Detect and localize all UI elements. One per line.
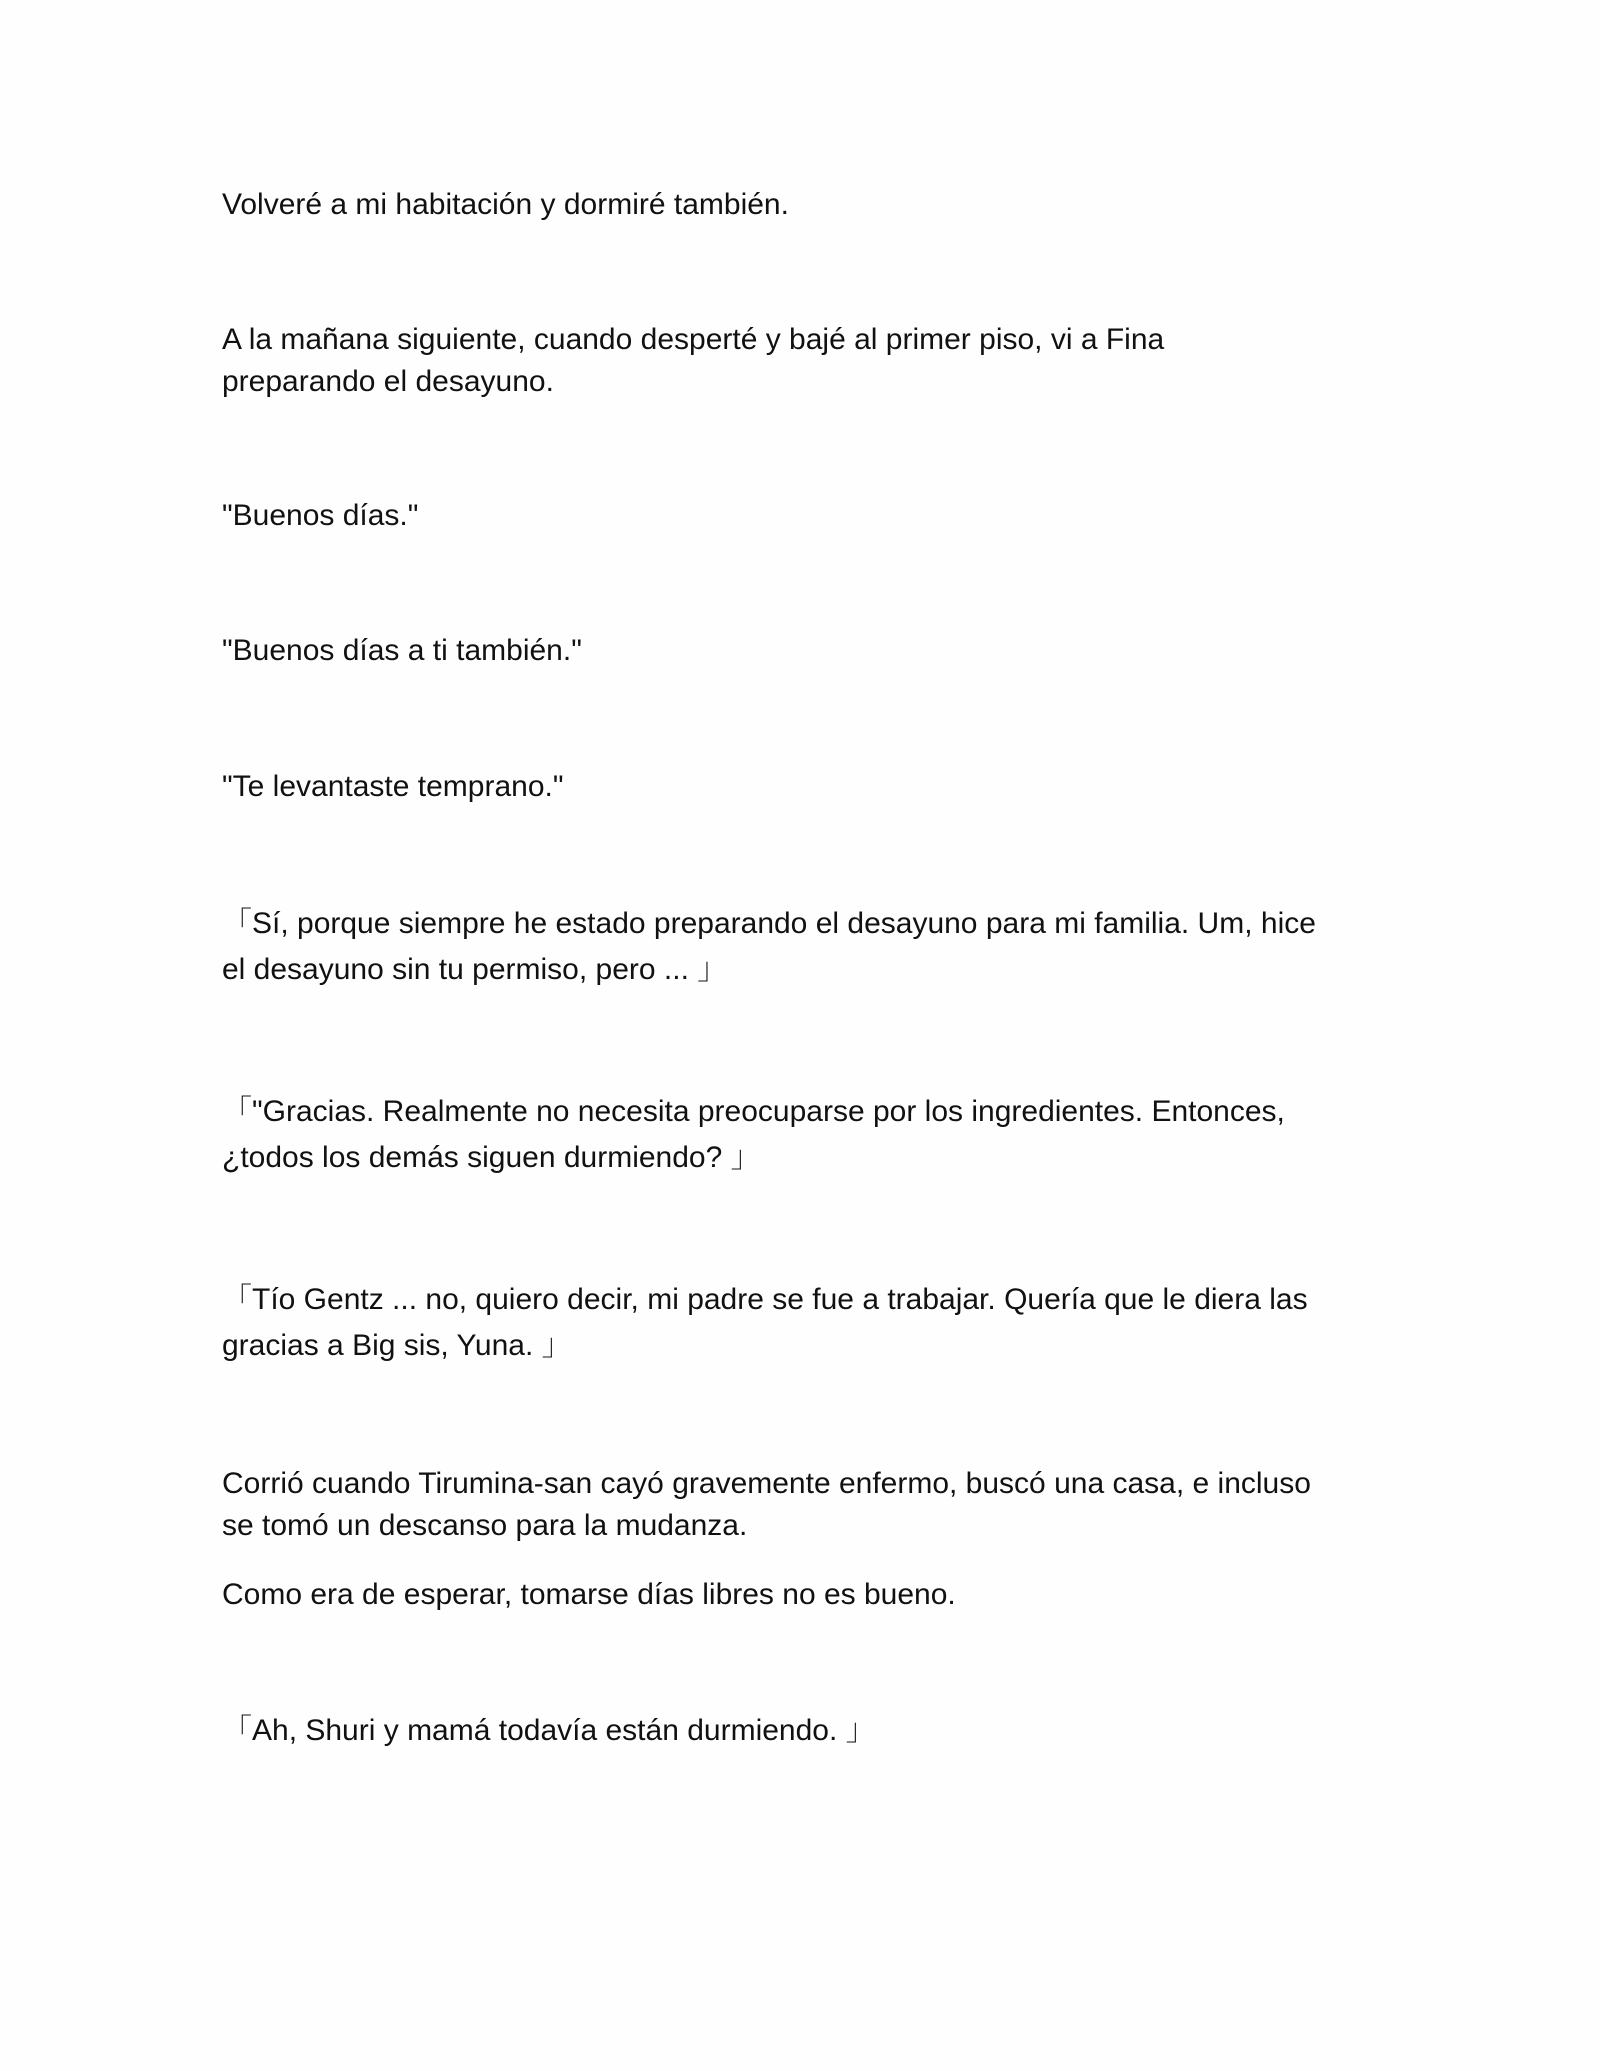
text-line: "Te levantaste temprano." xyxy=(222,770,564,803)
paragraph xyxy=(222,1461,1402,1549)
text-line: 「Tío Gentz ... no, quiero decir, mi padre se fue a trabajar. Quería que le diera las xyxy=(222,1283,1308,1316)
text-line: Como era de esperar, tomarse días libres no es bueno. xyxy=(222,1578,956,1611)
paragraph xyxy=(222,901,1402,993)
paragraph xyxy=(222,317,1402,405)
text-line: preparando el desayuno. xyxy=(222,365,554,398)
paragraph xyxy=(222,1277,1402,1369)
paragraph xyxy=(222,1708,1402,1754)
paragraph xyxy=(222,764,1402,810)
text-line: "Buenos días a ti también." xyxy=(222,634,582,667)
text-line: 「Ah, Shuri y mamá todavía están durmiendo. 」 xyxy=(222,1714,876,1747)
text-line: ¿todos los demás siguen durmiendo? 」 xyxy=(222,1141,761,1174)
paragraph xyxy=(222,628,1402,674)
text-line: Corrió cuando Tirumina-san cayó gravemente enfermo, buscó una casa, e incluso xyxy=(222,1467,1311,1500)
text-line: gracias a Big sis, Yuna. 」 xyxy=(222,1329,572,1362)
text-line: el desayuno sin tu permiso, pero ... 」 xyxy=(222,953,728,986)
text-line: Volveré a mi habitación y dormiré también. xyxy=(222,188,789,221)
paragraph xyxy=(222,493,1402,539)
paragraph xyxy=(222,1572,1402,1618)
text-line: 「"Gracias. Realmente no necesita preocuparse por los ingredientes. Entonces, xyxy=(222,1095,1285,1128)
text-line: se tomó un descanso para la mudanza. xyxy=(222,1509,748,1542)
text-line: "Buenos días." xyxy=(222,499,419,532)
text-line: 「Sí, porque siempre he estado preparando el desayuno para mi familia. Um, hice xyxy=(222,907,1316,940)
paragraph xyxy=(222,182,1402,228)
paragraph xyxy=(222,1089,1402,1181)
text-line: A la mañana siguiente, cuando desperté y bajé al primer piso, vi a Fina xyxy=(222,323,1165,356)
